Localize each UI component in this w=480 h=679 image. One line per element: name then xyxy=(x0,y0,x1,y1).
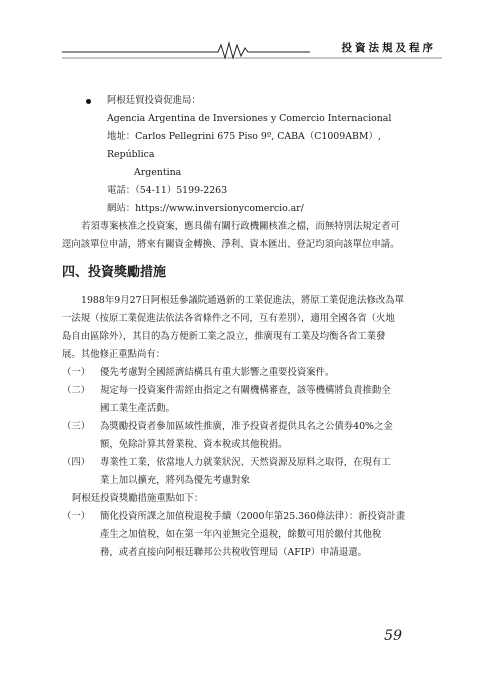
list-item-number: （一） xyxy=(62,511,91,522)
section-title: 四、投資獎勵措施 xyxy=(62,265,167,280)
page-number: 59 xyxy=(384,628,402,644)
list-item-number: （四） xyxy=(62,457,91,468)
agency-phone: 電話：（54-11）5199-2263 xyxy=(107,185,228,196)
para2-line1: 1988年9月27日阿根廷參議院通過新的工業促進法，將原工業促進法修改為單 xyxy=(81,295,405,306)
list-item-text: 專業性工業，依當地人力就業狀況、天然資源及原料之取得，在現有工 xyxy=(100,457,391,468)
para2-line4: 展。其他修正重點尚有： xyxy=(62,349,166,360)
list-item xyxy=(62,364,414,382)
list-item-text: 優先考慮對全國經濟結構具有重大影響之重要投資案件。 xyxy=(100,367,335,378)
header-title: 投資法規及程序 xyxy=(341,42,436,54)
list-item-text: 額，免除計算其營業稅、資本稅或其他稅捐。 xyxy=(100,439,288,450)
agency-bullet-label: 阿根廷貿投資促進局： xyxy=(107,95,201,106)
list-item-text: 國工業生產活動。 xyxy=(100,403,176,414)
list-item-number: （二） xyxy=(62,385,91,396)
list-item xyxy=(62,454,414,490)
list-item-text: 務，或者直接向阿根廷聯邦公共稅收管理局（AFIP）申請退還。 xyxy=(100,547,368,558)
page-content xyxy=(62,92,414,562)
para2-line3: 島自由區除外），其目的為方便新工業之設立，推廣現有工業及均衡各省工業發 xyxy=(62,331,386,342)
para1-line2: 逕向該單位申請，將來有關資金轉換、淨利、資本匯出、登記均須向該單位申請。 xyxy=(62,239,400,250)
list-item xyxy=(62,508,414,562)
list-item-text: 為獎勵投資者參加區域性推廣，准予投資者提供具名之公債券40%之金 xyxy=(100,421,393,432)
agency-website: 網站：https://www.inversionycomercio.ar/ xyxy=(107,203,304,214)
para2-line2: 一法規（按原工業促進法依法各省條件之不同，互有差別），適用全國各省（火地 xyxy=(62,313,395,324)
agency-address-line1: 地址：Carlos Pellegrini 675 Piso 9º, CABA（C1009ABM）, República xyxy=(107,131,381,160)
agency-name: Agencia Argentina de Inversiones y Comercio Internacional xyxy=(107,113,392,124)
list-item-text: 簡化投資所課之加值稅退稅手續（2000年第25.360條法律）：新投資計畫 xyxy=(100,511,406,522)
list-item-text: 業上加以擴充，將列為優先考慮對象 xyxy=(100,475,251,486)
para1-line1: 若須專案核准之投資案，應具備有關行政機關核准之檔，而無特別法規定者可 xyxy=(81,221,400,232)
list-item xyxy=(62,382,414,418)
running-header xyxy=(62,40,442,60)
list-item-text: 產生之加值稅，如在第一年內並無完全退稅，餘數可用於繳付其他稅 xyxy=(100,529,382,540)
agency-address-line2: Argentina xyxy=(134,167,182,178)
list-item-number: （一） xyxy=(62,367,91,378)
list-item-text: 規定每一投資案件需經由指定之有關機構審查，該等機構將負責推動全 xyxy=(100,385,391,396)
agency-bullet xyxy=(62,92,414,110)
list-item xyxy=(62,418,414,454)
list-item-number: （三） xyxy=(62,421,91,432)
para3: 阿根廷投資獎勵措施重點如下： xyxy=(72,493,204,504)
bullet-icon xyxy=(86,99,91,104)
